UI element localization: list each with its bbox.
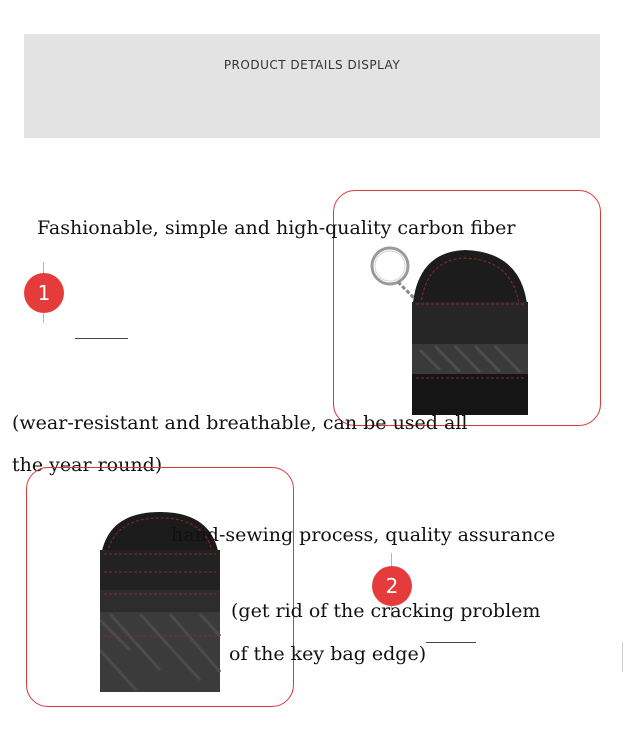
section1-detail-line2: the year round) [12,454,163,476]
divider-line-1 [75,338,128,339]
section1-detail-line1: (wear-resistant and breathable, can be used all [12,412,468,434]
banner-title: PRODUCT DETAILS DISPLAY [223,58,401,72]
header-banner [24,34,600,138]
divider-line-2 [426,642,476,643]
section2-detail-line2: of the key bag edge) [229,643,427,665]
badge-1-tick-bottom [43,313,44,323]
section2-heading: hand-sewing process, quality assurance [171,524,556,546]
product-photo-carbon-pouch [360,240,540,415]
right-edge-mark [622,642,623,672]
section2-detail-line1: (get rid of the cracking problem [231,600,541,622]
step-badge-2: 2 [372,566,412,606]
section1-heading: Fashionable, simple and high-quality carbon fiber [37,217,516,239]
key-ring-icon [372,248,416,300]
badge-2-tick-top [391,553,392,566]
step-badge-1: 1 [24,273,64,313]
